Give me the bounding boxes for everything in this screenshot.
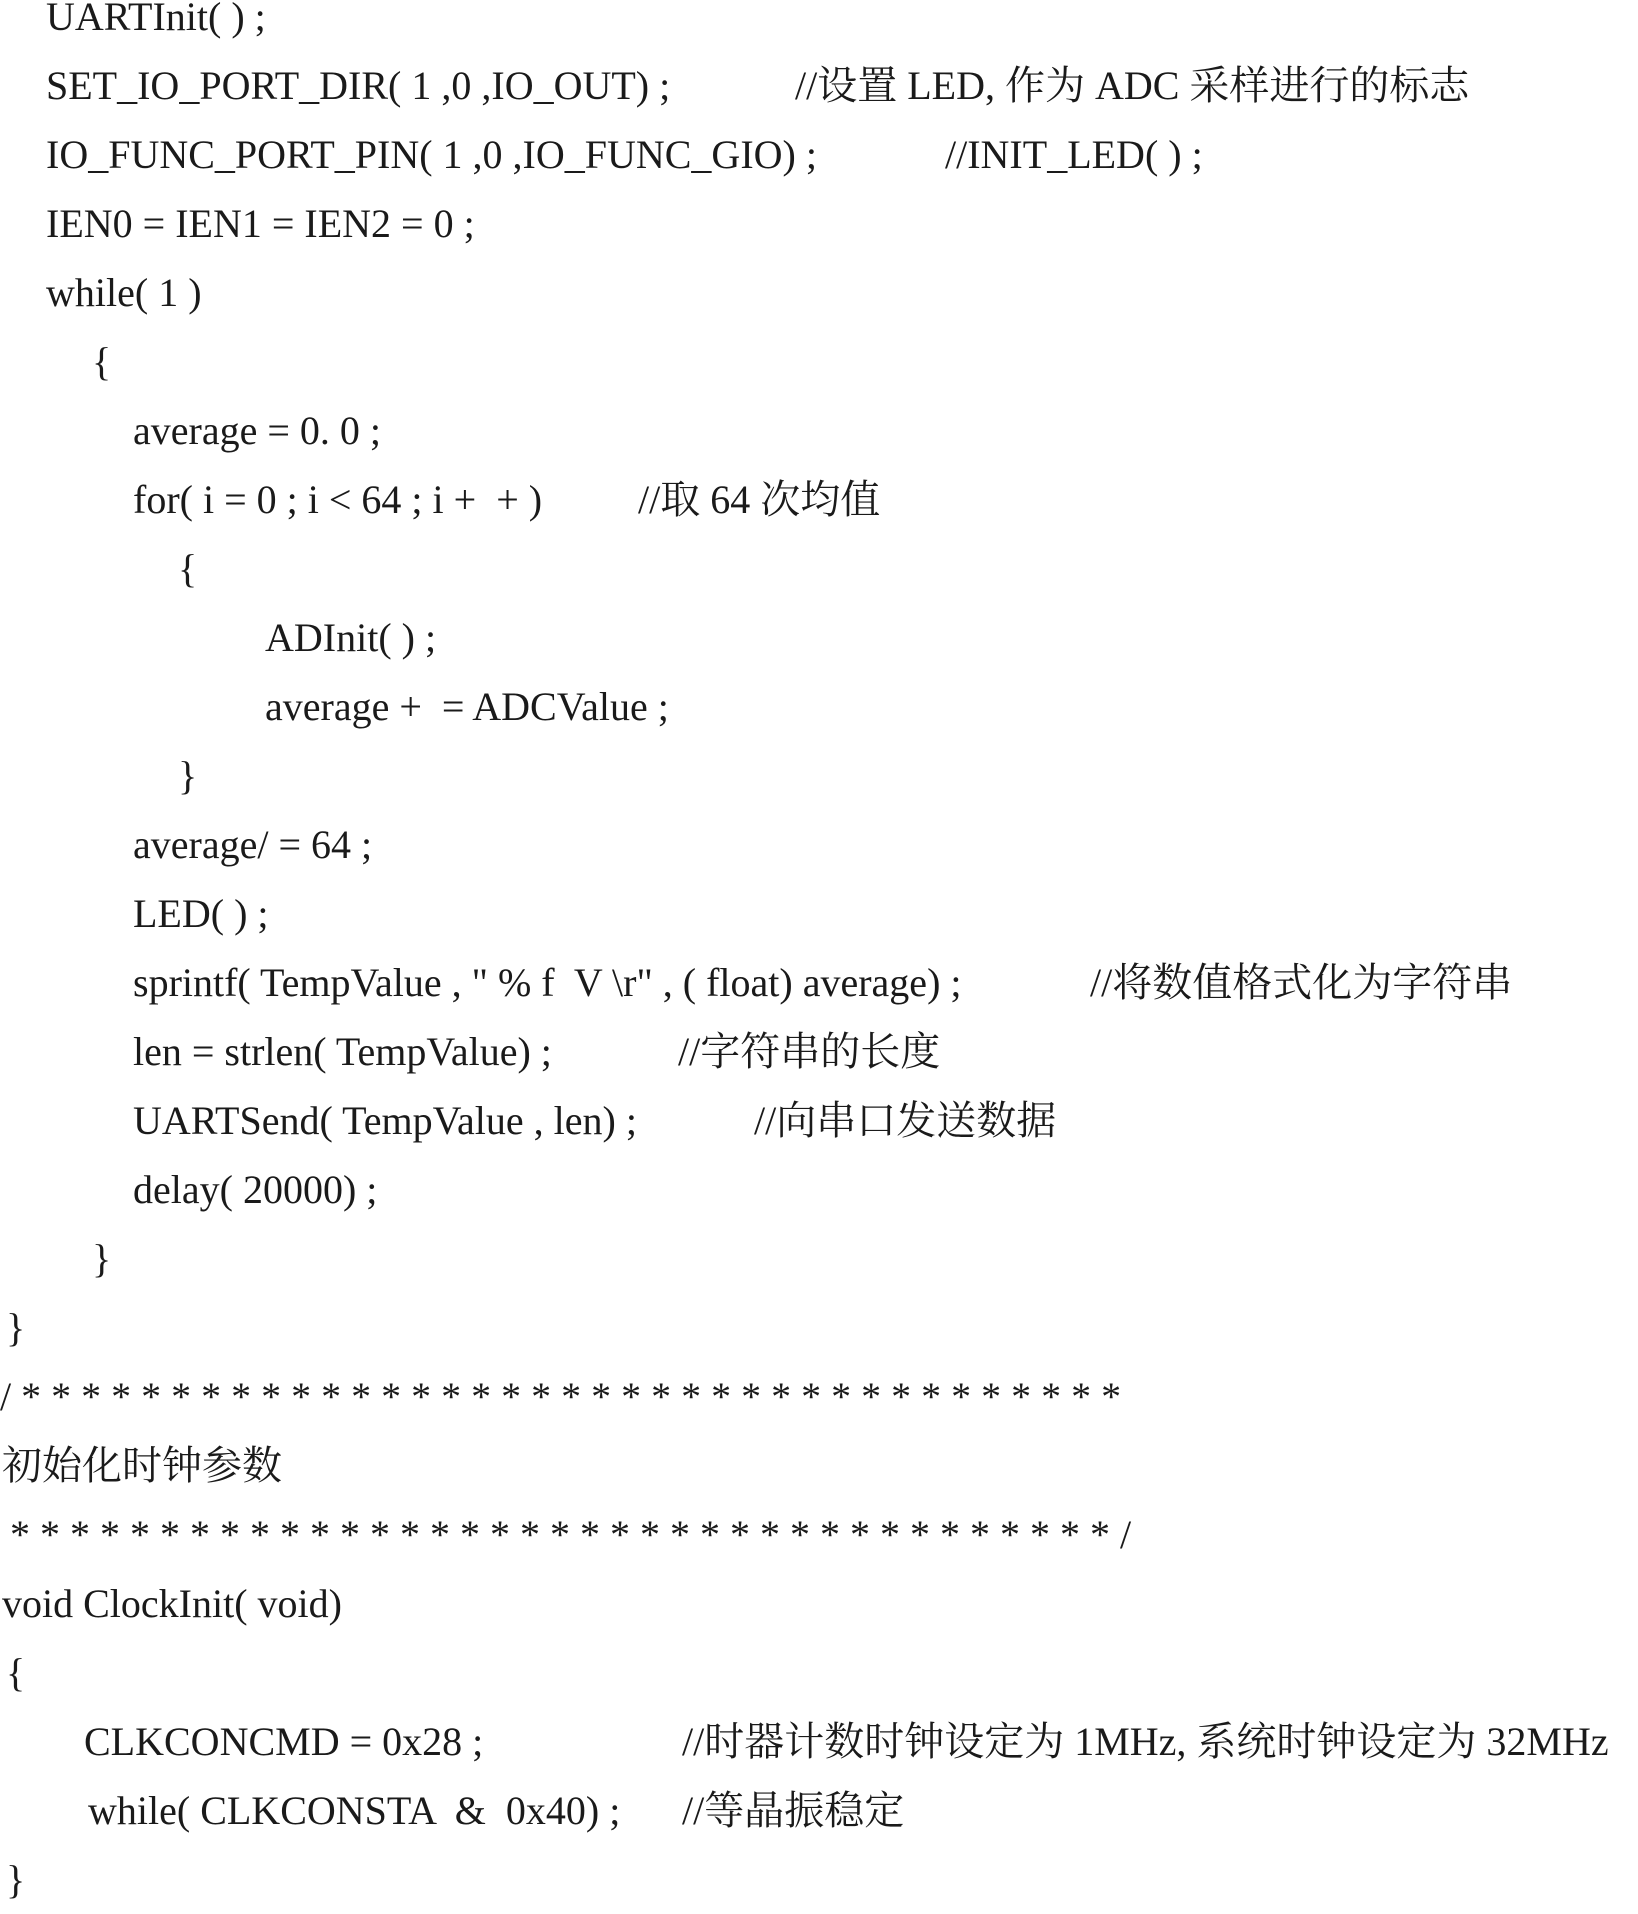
- code-comment: //设置 LED, 作为 ADC 采样进行的标志: [795, 63, 1470, 108]
- code-text: {: [6, 1650, 26, 1695]
- code-text: / * * * * * * * * * * * * * * * * * * * * * * * * * * * * * * * * * * * * *: [0, 1374, 1122, 1419]
- code-text: sprintf( TempValue , " % f V \r" , ( float) average) ;: [133, 960, 962, 1005]
- code-text: * * * * * * * * * * * * * * * * * * * * * * * * * * * * * * * * * * * * * /: [0, 1512, 1132, 1557]
- code-text: ADInit( ) ;: [265, 615, 437, 660]
- code-text: delay( 20000) ;: [133, 1167, 378, 1212]
- code-text: }: [6, 1305, 26, 1350]
- code-text: }: [92, 1236, 112, 1281]
- code-text: for( i = 0 ; i < 64 ; i + + ): [133, 477, 543, 522]
- code-text: while( 1 ): [46, 270, 202, 315]
- code-comment: //字符串的长度: [678, 1029, 941, 1074]
- code-text: CLKCONCMD = 0x28 ;: [84, 1719, 484, 1764]
- code-comment: //向串口发送数据: [754, 1098, 1057, 1143]
- code-text: {: [92, 339, 112, 384]
- code-text: IO_FUNC_PORT_PIN( 1 ,0 ,IO_FUNC_GIO) ;: [46, 132, 817, 177]
- code-text: UARTSend( TempValue , len) ;: [133, 1098, 637, 1143]
- code-text: LED( ) ;: [133, 891, 269, 936]
- code-text: while( CLKCONSTA & 0x40) ;: [88, 1788, 621, 1833]
- code-text: {: [178, 546, 198, 591]
- code-text: void ClockInit( void): [2, 1581, 342, 1626]
- code-comment: //时器计数时钟设定为 1MHz, 系统时钟设定为 32MHz: [682, 1719, 1609, 1764]
- code-text: }: [6, 1857, 26, 1902]
- code-text: SET_IO_PORT_DIR( 1 ,0 ,IO_OUT) ;: [46, 63, 671, 108]
- code-comment: //等晶振稳定: [682, 1788, 905, 1833]
- code-text: }: [178, 753, 198, 798]
- code-text: UARTInit( ) ;: [46, 0, 266, 39]
- code-text: 初始化时钟参数: [2, 1443, 282, 1488]
- code-comment: //INIT_LED( ) ;: [945, 132, 1203, 177]
- code-text: average/ = 64 ;: [133, 822, 373, 867]
- code-text: len = strlen( TempValue) ;: [133, 1029, 552, 1074]
- code-text: average = 0. 0 ;: [133, 408, 382, 453]
- code-text: average + = ADCValue ;: [265, 684, 669, 729]
- code-comment: //将数值格式化为字符串: [1090, 960, 1513, 1005]
- code-comment: //取 64 次均值: [638, 477, 881, 522]
- code-text: IEN0 = IEN1 = IEN2 = 0 ;: [46, 201, 475, 246]
